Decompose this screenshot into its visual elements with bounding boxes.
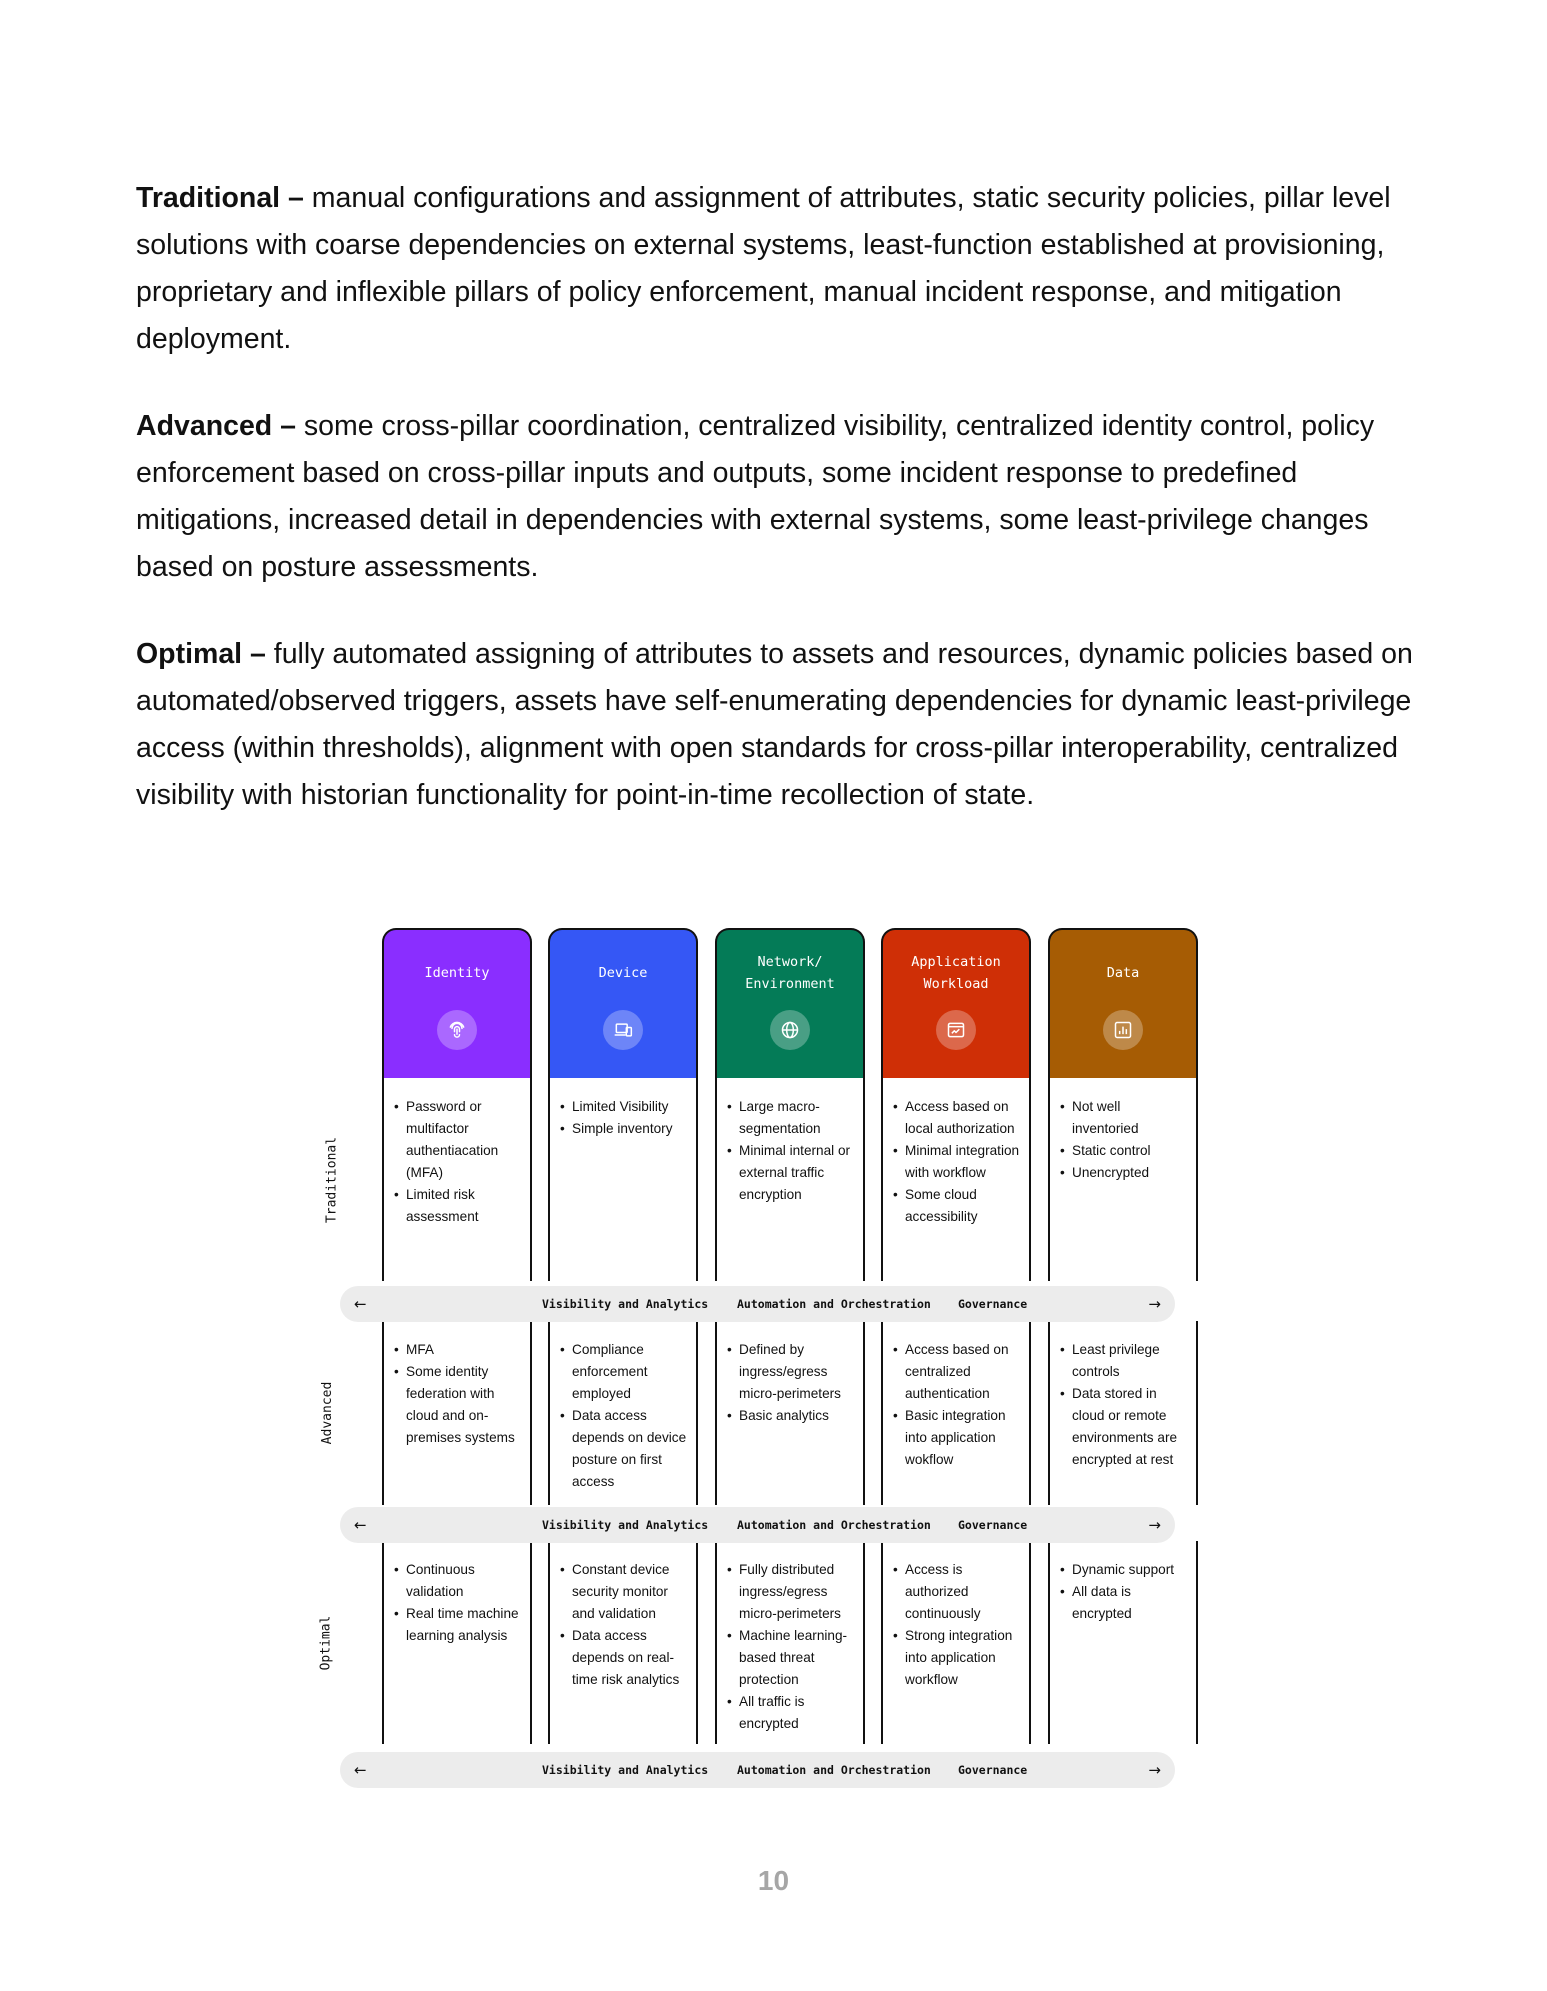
capability-list bbox=[558, 1096, 690, 1140]
list-item: • Data access depends on real-time risk analytics bbox=[572, 1625, 690, 1691]
cross-cutting-band bbox=[340, 1286, 1175, 1322]
cell-traditional-identity bbox=[382, 1078, 532, 1281]
row-label-text: Advanced bbox=[320, 1381, 336, 1445]
row-label-text: Traditional bbox=[324, 1136, 340, 1223]
list-item: • Static control bbox=[1072, 1140, 1190, 1162]
capability-list bbox=[1058, 1096, 1190, 1184]
list-item: • Defined by ingress/egress micro-perimeters bbox=[739, 1339, 857, 1405]
text-advanced: some cross-pillar coordination, centralized visibility, centralized identity control, policy enforcement based on cross-pillar inputs and outputs, some incident response to predefined mitigations, increased detail in dependencies with external systems, some least-privilege changes based on posture assessments. bbox=[136, 410, 1375, 583]
cell-advanced-device bbox=[548, 1321, 698, 1505]
pillar-title: Network/ Environment bbox=[745, 954, 835, 992]
paragraph-optimal bbox=[136, 631, 1426, 819]
zero-trust-maturity-diagram bbox=[318, 928, 1215, 1794]
paragraph-advanced bbox=[136, 403, 1426, 591]
list-item: • Real time machine learning analysis bbox=[406, 1603, 524, 1647]
arrow-left-icon: ← bbox=[354, 1516, 367, 1534]
cell-advanced-network-environment bbox=[715, 1321, 865, 1505]
pillar-header-network-environment bbox=[715, 928, 865, 1078]
list-item: • All traffic is encrypted bbox=[739, 1691, 857, 1735]
capability-list bbox=[725, 1339, 857, 1427]
list-item: • Machine learning-based threat protection bbox=[739, 1625, 857, 1691]
pillar-header-identity bbox=[382, 928, 532, 1078]
list-item: • Password or multifactor authentiacation (MFA) bbox=[406, 1096, 524, 1184]
list-item: • Simple inventory bbox=[572, 1118, 690, 1140]
term-optimal: Optimal – bbox=[136, 638, 266, 670]
band-label-visibility-and-analytics: Visibility and Analytics bbox=[542, 1763, 709, 1777]
list-item: • Least privilege controls bbox=[1072, 1339, 1190, 1383]
list-item: • Large macro-segmentation bbox=[739, 1096, 857, 1140]
arrow-left-icon: ← bbox=[354, 1761, 367, 1779]
band-label-automation-and-orchestration: Automation and Orchestration bbox=[737, 1518, 931, 1532]
capability-list bbox=[392, 1096, 524, 1228]
pillar-header-data bbox=[1048, 928, 1198, 1078]
text-optimal: fully automated assigning of attributes to assets and resources, dynamic policies based on automated/observed triggers, assets have self-enumerating dependencies for dynamic least-privilege access (within thresholds), alignment with open standards for cross-pillar interoperability, centralized visibility with historian functionality for point-in-time recollection of state. bbox=[136, 638, 1413, 811]
list-item: • Some cloud accessibility bbox=[905, 1184, 1023, 1228]
list-item: • Fully distributed ingress/egress micro-perimeters bbox=[739, 1559, 857, 1625]
list-item: • Limited risk assessment bbox=[406, 1184, 524, 1228]
band-label-governance: Governance bbox=[958, 1518, 1028, 1532]
list-item: • Access based on centralized authentication bbox=[905, 1339, 1023, 1405]
app-window-icon bbox=[936, 1010, 976, 1050]
cell-optimal-device bbox=[548, 1541, 698, 1744]
capability-list bbox=[891, 1096, 1023, 1228]
list-item: • All data is encrypted bbox=[1072, 1581, 1190, 1625]
list-item: • Compliance enforcement employed bbox=[572, 1339, 690, 1405]
cell-traditional-data bbox=[1048, 1078, 1198, 1281]
list-item: • Basic analytics bbox=[739, 1405, 857, 1427]
list-item: • Data access depends on device posture on first access bbox=[572, 1405, 690, 1493]
paragraph-traditional bbox=[136, 175, 1426, 363]
list-item: • Minimal integration with workflow bbox=[905, 1140, 1023, 1184]
pillar-header-device bbox=[548, 928, 698, 1078]
capability-list bbox=[891, 1559, 1023, 1691]
capability-list bbox=[725, 1559, 857, 1735]
capability-list bbox=[1058, 1339, 1190, 1471]
row-label-advanced bbox=[315, 1321, 335, 1505]
arrow-right-icon: → bbox=[1148, 1295, 1161, 1313]
list-item: • Access based on local authorization bbox=[905, 1096, 1023, 1140]
cross-cutting-band bbox=[340, 1507, 1175, 1543]
cell-traditional-network-environment bbox=[715, 1078, 865, 1281]
cell-advanced-data bbox=[1048, 1321, 1198, 1505]
list-item: • Minimal internal or external traffic encryption bbox=[739, 1140, 857, 1206]
cell-optimal-data bbox=[1048, 1541, 1198, 1744]
pillar-title: Data bbox=[1106, 965, 1140, 981]
cross-cutting-band bbox=[340, 1752, 1175, 1788]
page-number: 10 bbox=[757, 1865, 790, 1896]
capability-list bbox=[392, 1559, 524, 1647]
cell-optimal-application-workload bbox=[881, 1541, 1031, 1744]
list-item: • Some identity federation with cloud and on-premises systems bbox=[406, 1361, 524, 1449]
list-item: • Not well inventoried bbox=[1072, 1096, 1190, 1140]
arrow-right-icon: → bbox=[1148, 1761, 1161, 1779]
capability-list bbox=[392, 1339, 524, 1449]
capability-list bbox=[558, 1339, 690, 1493]
globe-icon bbox=[770, 1010, 810, 1050]
text-traditional: manual configurations and assignment of attributes, static security policies, pillar level solutions with coarse dependencies on external systems, least-function established at provisioning, proprietary and inflexible pillars of policy enforcement, manual incident response, and mitigation deployment. bbox=[136, 182, 1391, 355]
cell-traditional-application-workload bbox=[881, 1078, 1031, 1281]
pillar-title: Device bbox=[598, 965, 648, 981]
band-label-automation-and-orchestration: Automation and Orchestration bbox=[737, 1297, 931, 1311]
pillar-title: Application Workload bbox=[911, 954, 1001, 992]
capability-list bbox=[891, 1339, 1023, 1471]
list-item: • Constant device security monitor and validation bbox=[572, 1559, 690, 1625]
list-item: • Access is authorized continuously bbox=[905, 1559, 1023, 1625]
row-label-optimal bbox=[315, 1541, 335, 1744]
capability-list bbox=[558, 1559, 690, 1691]
band-label-automation-and-orchestration: Automation and Orchestration bbox=[737, 1763, 931, 1777]
list-item: • Data stored in cloud or remote environments are encrypted at rest bbox=[1072, 1383, 1190, 1471]
list-item: • Dynamic support bbox=[1072, 1559, 1190, 1581]
devices-icon bbox=[603, 1010, 643, 1050]
capability-list bbox=[725, 1096, 857, 1206]
cell-advanced-identity bbox=[382, 1321, 532, 1505]
list-item: • Basic integration into application wokflow bbox=[905, 1405, 1023, 1471]
band-label-governance: Governance bbox=[958, 1763, 1028, 1777]
arrow-right-icon: → bbox=[1148, 1516, 1161, 1534]
cell-optimal-network-environment bbox=[715, 1541, 865, 1744]
cell-traditional-device bbox=[548, 1078, 698, 1281]
band-label-governance: Governance bbox=[958, 1297, 1028, 1311]
pillar-header-application-workload bbox=[881, 928, 1031, 1078]
term-traditional: Traditional – bbox=[136, 182, 304, 214]
list-item: • Unencrypted bbox=[1072, 1162, 1190, 1184]
band-label-visibility-and-analytics: Visibility and Analytics bbox=[542, 1518, 709, 1532]
fingerprint-icon bbox=[437, 1010, 477, 1050]
pillar-title: Identity bbox=[424, 965, 490, 981]
list-item: • Strong integration into application workflow bbox=[905, 1625, 1023, 1691]
list-item: • MFA bbox=[406, 1339, 524, 1361]
arrow-left-icon: ← bbox=[354, 1295, 367, 1313]
row-label-traditional bbox=[315, 1078, 340, 1281]
list-item: • Limited Visibility bbox=[572, 1096, 690, 1118]
capability-list bbox=[1058, 1559, 1190, 1625]
band-label-visibility-and-analytics: Visibility and Analytics bbox=[542, 1297, 709, 1311]
list-item: • Continuous validation bbox=[406, 1559, 524, 1603]
cell-optimal-identity bbox=[382, 1541, 532, 1744]
chart-icon bbox=[1103, 1010, 1143, 1050]
row-label-text: Optimal bbox=[318, 1615, 334, 1670]
cell-advanced-application-workload bbox=[881, 1321, 1031, 1505]
term-advanced: Advanced – bbox=[136, 410, 296, 442]
